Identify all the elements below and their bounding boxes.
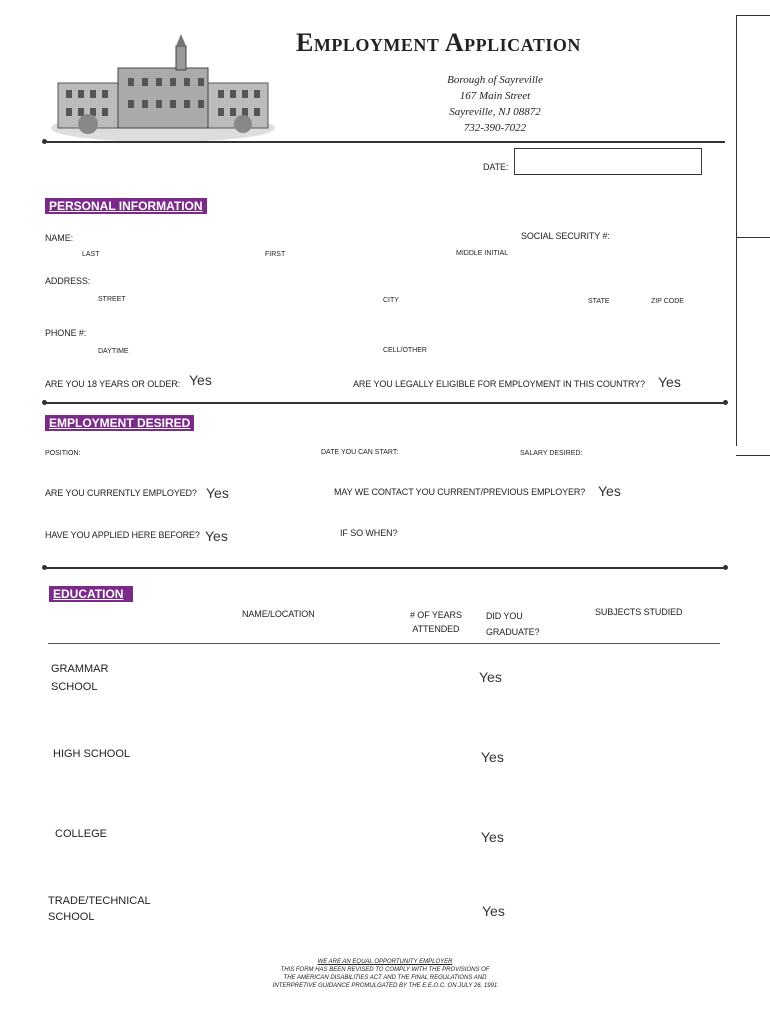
salary-label: SALARY DESIRED: [520,450,583,457]
divider [45,141,725,143]
row-label-line1: GRAMMAR [51,663,109,675]
margin-tick [736,237,770,238]
high-school-graduated-answer[interactable]: Yes [481,749,504,765]
daytime-caption: DAYTIME [98,348,129,355]
age-question: ARE YOU 18 YEARS OR OLDER: [45,379,181,389]
eeo-statement: WE ARE AN EQUAL OPPORTUNITY EMPLOYER [317,959,453,965]
col-name-location: NAME/LOCATION [242,609,315,619]
education-row-high-school: HIGH SCHOOL [53,748,131,760]
org-city: Sayreville, NJ 08872 [449,106,541,118]
date-label: DATE: [483,162,509,172]
street-caption: STREET [98,296,126,303]
divider-dot [723,400,728,405]
grammar-graduated-answer[interactable]: Yes [479,669,502,685]
address-label: ADDRESS: [45,276,91,286]
divider-dot [723,565,728,570]
currently-employed-answer[interactable]: Yes [206,485,229,501]
col-years-line2: ATTENDED [412,624,460,634]
date-field[interactable] [514,148,702,175]
zip-caption: ZIP CODE [651,298,684,305]
contact-employer-answer[interactable]: Yes [598,483,621,499]
currently-employed-question: ARE YOU CURRENTLY EMPLOYED? [45,488,197,498]
cell-caption: CELL/OTHER [383,347,427,354]
phone-label: PHONE #: [45,328,87,338]
col-graduate-line1: DID YOU [486,611,523,621]
col-subjects: SUBJECTS STUDIED [595,607,683,617]
personal-info-heading: PERSONAL INFORMATION [45,198,207,214]
last-name-caption: LAST [82,251,100,258]
position-label: POSITION: [45,450,81,457]
first-name-caption: FIRST [265,251,286,258]
divider [45,402,725,404]
state-caption: STATE [588,298,610,305]
margin-bracket [736,15,770,446]
eligible-question: ARE YOU LEGALLY ELIGIBLE FOR EMPLOYMENT IN THIS COUNTRY? [353,379,645,389]
building-illustration [48,28,278,143]
education-row-grammar [51,660,108,696]
college-graduated-answer[interactable]: Yes [481,829,504,845]
trade-graduated-answer[interactable]: Yes [482,903,505,919]
city-caption: CITY [383,297,399,304]
footer-notice [235,958,535,990]
education-heading: EDUCATION [49,586,133,602]
row-label-line2: SCHOOL [48,911,95,923]
footer-line-2: THIS FORM HAS BEEN REVISED TO COMPLY WITH THE PROVISIONS OF [280,967,490,973]
education-row-college: COLLEGE [55,828,107,840]
org-name: Borough of Sayreville [447,74,543,86]
margin-tick [736,455,770,456]
row-label-line2: SCHOOL [51,681,98,693]
education-header-rule [48,643,720,644]
employment-desired-heading: EMPLOYMENT DESIRED [45,415,194,431]
applied-before-question: HAVE YOU APPLIED HERE BEFORE? [45,530,200,540]
row-label-line1: TRADE/TECHNICAL [48,895,151,907]
when-question: IF SO WHEN? [340,528,398,538]
form-title: Employment Application [296,28,581,57]
col-years [410,608,462,636]
contact-employer-question: MAY WE CONTACT YOU CURRENT/PREVIOUS EMPLOYER? [334,487,586,497]
eligible-answer[interactable]: Yes [658,374,681,390]
footer-line-3: THE AMERICAN DISABILITIES ACT AND THE FINAL REGULATIONS AND [283,975,487,981]
org-phone: 732-390-7022 [463,122,527,134]
col-graduate [486,608,539,640]
ssn-label: SOCIAL SECURITY #: [521,231,610,241]
col-graduate-line2: GRADUATE? [486,627,540,637]
col-years-line1: # OF YEARS [410,610,462,620]
middle-initial-caption: MIDDLE INITIAL [456,250,509,257]
divider [45,567,725,569]
education-row-trade [48,893,151,925]
name-label: NAME: [45,233,74,243]
start-date-label: DATE YOU CAN START: [321,449,399,456]
org-street: 167 Main Street [459,90,531,102]
org-address [400,72,590,136]
footer-line-4: INTERPRETIVE GUIDANCE PROMULGATED BY THE E.E.O.C. ON JULY 26, 1991 [272,983,498,989]
applied-before-answer[interactable]: Yes [205,528,228,544]
age-answer[interactable]: Yes [189,372,212,388]
